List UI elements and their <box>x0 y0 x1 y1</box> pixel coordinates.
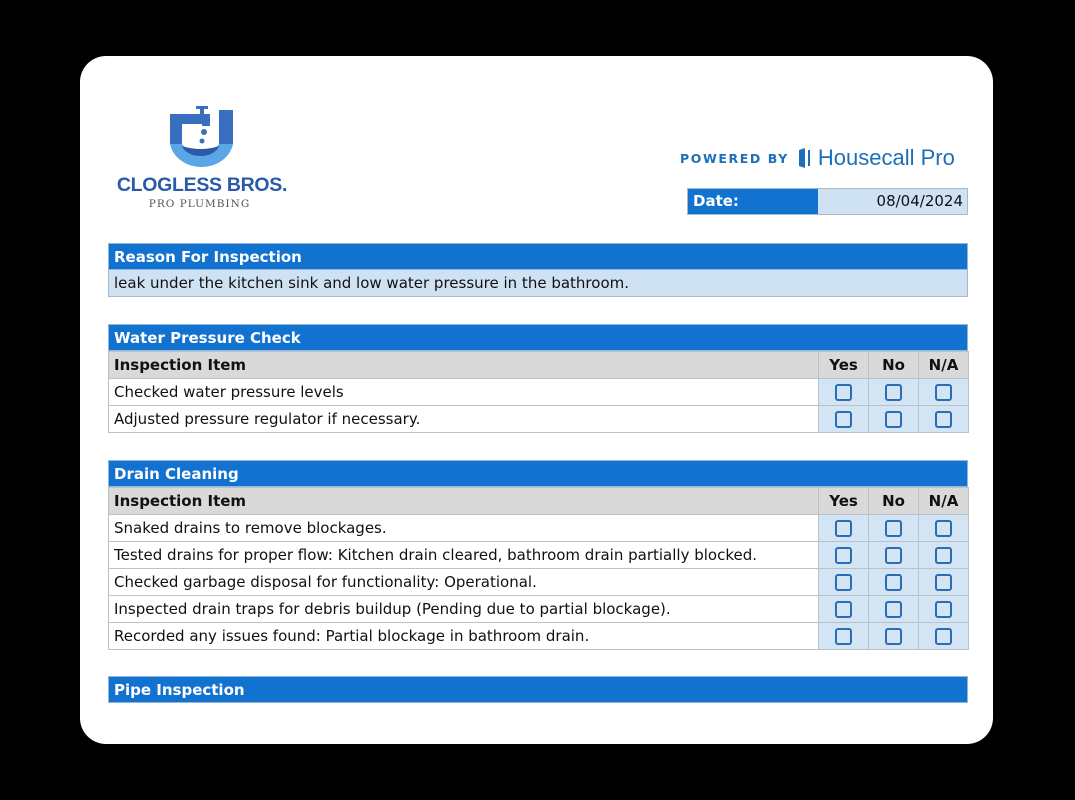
column-yes: Yes <box>819 488 869 515</box>
table-header <box>109 352 969 379</box>
date-label: Date: <box>688 189 818 214</box>
water-pressure-section <box>108 324 968 433</box>
no-checkbox[interactable] <box>885 601 902 618</box>
column-no: No <box>869 488 919 515</box>
powered-by <box>680 144 955 172</box>
reason-text[interactable]: leak under the kitchen sink and low water pressure in the bathroom. <box>108 270 968 297</box>
yes-checkbox[interactable] <box>835 628 852 645</box>
reason-section <box>108 243 968 297</box>
inspection-item: Checked water pressure levels <box>109 379 819 406</box>
no-checkbox[interactable] <box>885 574 902 591</box>
na-checkbox[interactable] <box>935 520 952 537</box>
yes-checkbox[interactable] <box>835 411 852 428</box>
brand-tagline: PRO PLUMBING <box>148 198 251 210</box>
na-checkbox[interactable] <box>935 601 952 618</box>
column-item: Inspection Item <box>109 488 819 515</box>
table-row <box>109 379 969 406</box>
powered-by-label: POWERED BY <box>680 150 789 166</box>
na-checkbox[interactable] <box>935 384 952 401</box>
yes-checkbox[interactable] <box>835 601 852 618</box>
column-item: Inspection Item <box>109 352 819 379</box>
no-checkbox[interactable] <box>885 547 902 564</box>
housecall-pro-logo-icon <box>798 147 812 169</box>
column-no: No <box>869 352 919 379</box>
inspection-item: Inspected drain traps for debris buildup (Pending due to partial blockage). <box>109 596 819 623</box>
date-value[interactable]: 08/04/2024 <box>818 189 967 214</box>
section-title: Pipe Inspection <box>108 676 968 703</box>
provider-name: Housecall Pro <box>817 145 955 170</box>
table-header <box>109 488 969 515</box>
company-logo <box>112 106 292 212</box>
yes-checkbox[interactable] <box>835 520 852 537</box>
column-na: N/A <box>919 352 969 379</box>
table-row <box>109 569 969 596</box>
no-checkbox[interactable] <box>885 520 902 537</box>
na-checkbox[interactable] <box>935 411 952 428</box>
na-checkbox[interactable] <box>935 574 952 591</box>
table-row <box>109 406 969 433</box>
inspection-item: Tested drains for proper flow: Kitchen drain cleared, bathroom drain partially blocked. <box>109 542 819 569</box>
faucet-pipe-icon <box>167 106 237 172</box>
checklist-table <box>108 487 969 650</box>
no-checkbox[interactable] <box>885 384 902 401</box>
inspection-item: Adjusted pressure regulator if necessary. <box>109 406 819 433</box>
section-title: Reason For Inspection <box>108 243 968 270</box>
table-row <box>109 596 969 623</box>
no-checkbox[interactable] <box>885 628 902 645</box>
table-row <box>109 515 969 542</box>
pipe-inspection-section <box>108 676 968 703</box>
yes-checkbox[interactable] <box>835 384 852 401</box>
no-checkbox[interactable] <box>885 411 902 428</box>
yes-checkbox[interactable] <box>835 574 852 591</box>
na-checkbox[interactable] <box>935 628 952 645</box>
inspection-item: Checked garbage disposal for functionality: Operational. <box>109 569 819 596</box>
inspection-item: Recorded any issues found: Partial blockage in bathroom drain. <box>109 623 819 650</box>
section-title: Water Pressure Check <box>108 324 968 351</box>
table-row <box>109 542 969 569</box>
section-title: Drain Cleaning <box>108 460 968 487</box>
na-checkbox[interactable] <box>935 547 952 564</box>
drain-cleaning-section <box>108 460 968 650</box>
brand-name: CLOGLESS BROS. <box>116 174 288 196</box>
column-yes: Yes <box>819 352 869 379</box>
checklist-table <box>108 351 969 433</box>
yes-checkbox[interactable] <box>835 547 852 564</box>
table-row <box>109 623 969 650</box>
inspection-item: Snaked drains to remove blockages. <box>109 515 819 542</box>
column-na: N/A <box>919 488 969 515</box>
date-field <box>687 188 968 215</box>
